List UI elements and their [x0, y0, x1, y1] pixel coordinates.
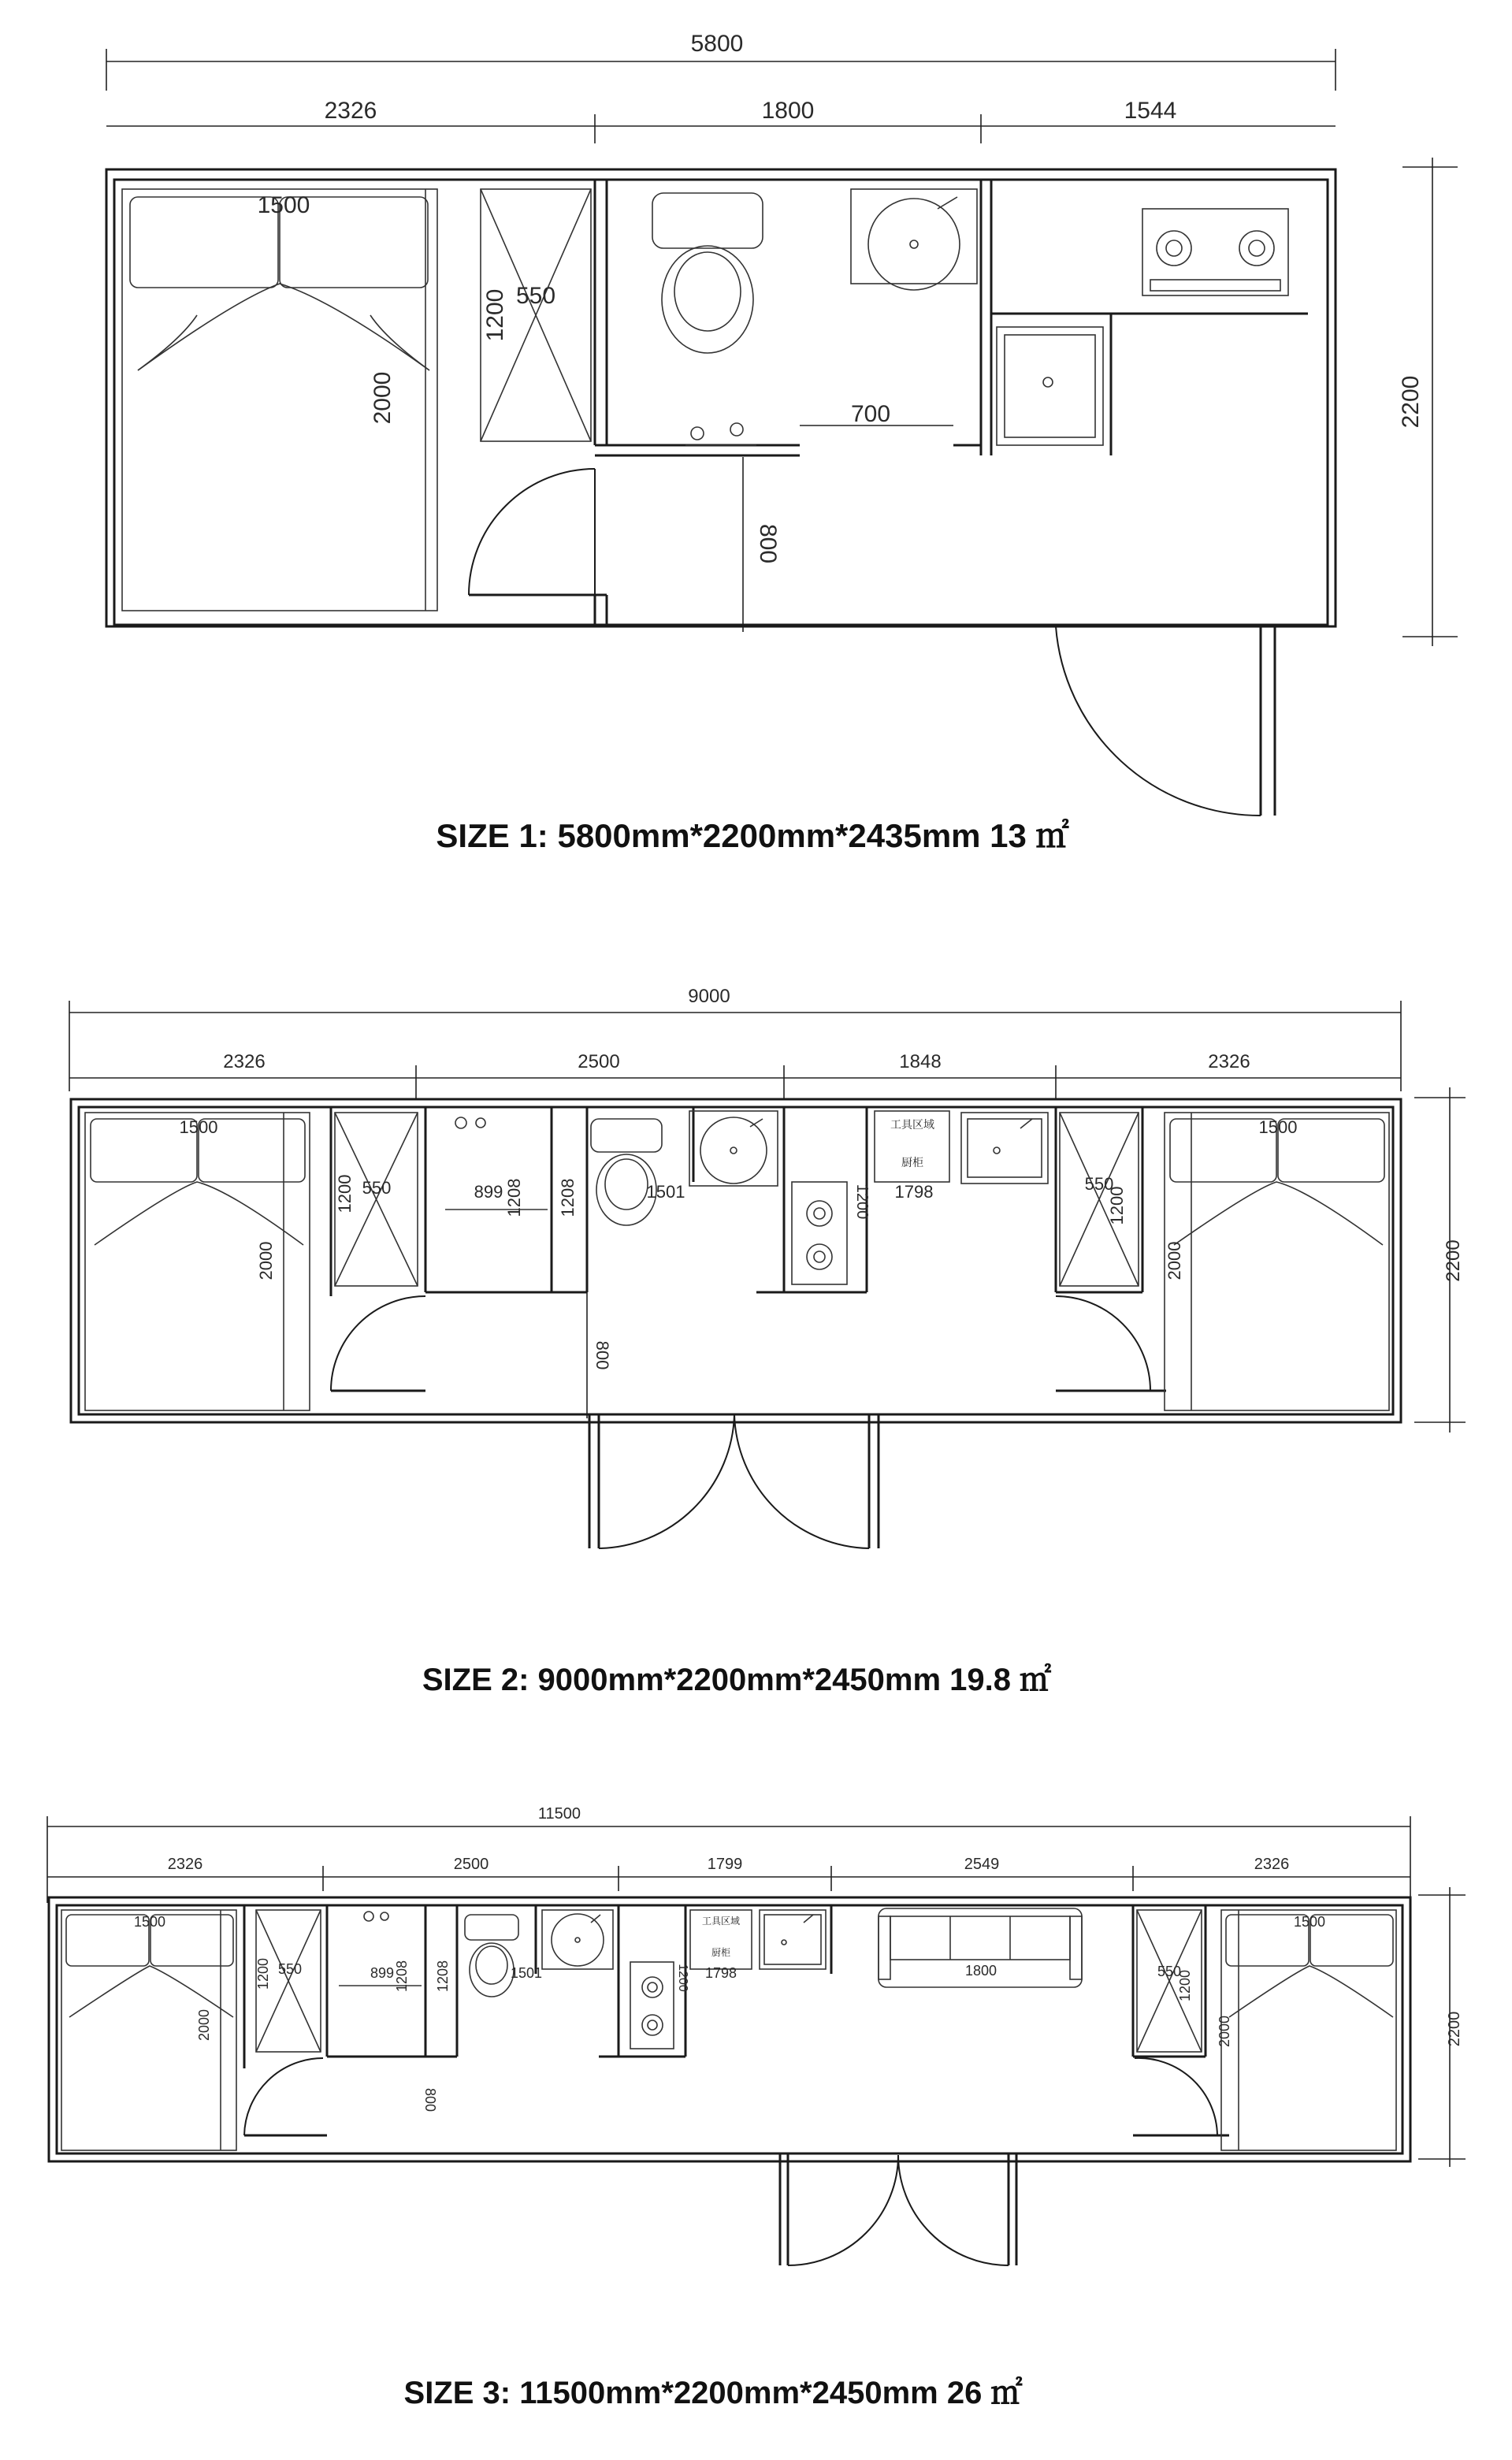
plan2-bath-width: 899: [474, 1182, 503, 1202]
plan2-shower-width-right: 550: [1084, 1174, 1114, 1194]
plan3-bed-width-left: 1500: [133, 1914, 166, 1930]
plan2-bed-left: [85, 1113, 310, 1410]
plan2-dim-1: 2326: [223, 1051, 266, 1072]
plan1-kitchen-sink: [997, 327, 1103, 445]
plan1-counter-width: 700: [850, 401, 891, 427]
plan1-caption: SIZE 1: 5800mm*2200mm*2435mm 13 ㎡: [436, 817, 1069, 854]
plan2-kitchen-sink: [961, 1113, 1048, 1184]
plan2-height: 2200: [1443, 1239, 1464, 1282]
plan3-dim-3: 1799: [707, 1856, 743, 1873]
plan2-walls: [71, 1099, 1401, 1548]
plan3-door-width: 800: [422, 2087, 438, 2113]
plan1-dim-bathroom: 1800: [761, 98, 815, 124]
plan3-kitchen-counter: 1798: [704, 1965, 737, 1981]
floor-plan-size-1: [106, 31, 1458, 854]
plan1-bed-width: 1500: [257, 192, 310, 218]
plan3-kitchen-sink: [760, 1910, 826, 1969]
plan3-dim-5: 2326: [1254, 1856, 1290, 1873]
plan3-shower-width-right: 550: [1157, 1964, 1182, 1979]
plan1-doors: [469, 469, 1261, 816]
plan2-bed-length-right: 2000: [1165, 1241, 1184, 1280]
plan1-shower-width: 550: [515, 283, 556, 309]
plan2-kitchen-counter: 1798: [894, 1182, 934, 1202]
plan3-bed-length-left: 2000: [196, 2009, 212, 2042]
plan3-bath-width: 899: [370, 1965, 395, 1981]
plan1-shower-length: 1200: [482, 288, 508, 342]
plan3-height: 2200: [1446, 2011, 1463, 2047]
plan2-wall-1208-b: 1208: [558, 1178, 578, 1217]
plan2-stove-length: 1200: [853, 1184, 871, 1220]
plan3-toilet-room: 1501: [510, 1965, 543, 1981]
plan1-height: 2200: [1398, 375, 1424, 429]
plan3-cooktop: [630, 1962, 674, 2049]
plan1-bed-length: 2000: [370, 371, 396, 425]
plan3-dim-4: 2549: [964, 1856, 1000, 1873]
plan2-wall-1208-a: 1208: [504, 1178, 524, 1217]
plan2-shower-length-right: 1200: [1107, 1186, 1127, 1225]
plan3-stove-length: 1200: [676, 1964, 689, 1992]
plan2-shower-width-left: 550: [362, 1178, 392, 1198]
plan2-door-width: 800: [593, 1340, 612, 1370]
plan2-bed-width-right: 1500: [1258, 1117, 1298, 1137]
plan2-bed-width-left: 1500: [179, 1117, 218, 1137]
plan1-cooktop: [1142, 209, 1288, 295]
plan2-dim-2: 2500: [578, 1051, 620, 1072]
plan1-dim-bedroom: 2326: [324, 98, 377, 124]
plan1-door-width: 800: [755, 523, 781, 564]
floor-plan-size-2: [69, 986, 1466, 1697]
plan1-dimension-lines: [106, 49, 1458, 646]
plan2-kitchen-label-2: 厨柜: [901, 1157, 923, 1169]
plan3-dim-2: 2500: [453, 1856, 489, 1873]
plan1-walls: [106, 169, 1336, 816]
plan2-sink: [689, 1111, 778, 1186]
plan1-sink: [851, 189, 977, 290]
plan1-faucet-fixtures: [685, 423, 756, 445]
plan2-kitchen-label-1: 工具区域: [890, 1119, 934, 1132]
plan3-toilet: [465, 1915, 518, 1997]
plan3-total-length: 11500: [537, 1805, 581, 1823]
plan3-sink: [542, 1910, 613, 1969]
plan3-sofa-length: 1800: [964, 1963, 997, 1979]
plan3-caption: SIZE 3: 11500mm*2200mm*2450mm 26 ㎡: [403, 2376, 1023, 2410]
plan2-dim-3: 1848: [899, 1051, 942, 1072]
floor-plan-size-3: [47, 1805, 1466, 2410]
plan3-dimension-lines: [47, 1816, 1466, 2167]
plan2-toilet-room: 1501: [646, 1182, 685, 1202]
plan3-shower-length-left: 1200: [255, 1957, 271, 1990]
plan3-wall-1208-b: 1208: [435, 1960, 451, 1993]
plan1-toilet: [652, 193, 763, 353]
plan1-dim-kitchen: 1544: [1124, 98, 1177, 124]
plan3-shower-width-left: 550: [277, 1961, 303, 1977]
plan3-shower-length-right: 1200: [1177, 1969, 1193, 2002]
plan2-caption: SIZE 2: 9000mm*2200mm*2450mm 19.8 ㎡: [422, 1663, 1052, 1697]
plan3-kitchen-label-2: 厨柜: [711, 1947, 731, 1958]
plan2-cooktop: [792, 1182, 847, 1284]
plan2-bed-right: [1165, 1113, 1389, 1410]
plan2-shower-right: [1060, 1113, 1139, 1286]
plan2-toilet: [591, 1119, 662, 1225]
plan2-dimension-lines: [69, 1001, 1466, 1433]
plan2-total-length: 9000: [688, 986, 730, 1007]
plan2-shower-length-left: 1200: [335, 1174, 355, 1213]
plan3-bed-width-right: 1500: [1293, 1914, 1326, 1930]
plan1-total-length: 5800: [690, 31, 744, 57]
plan3-dim-1: 2326: [167, 1856, 203, 1873]
plan3-bed-right: [1221, 1910, 1396, 2150]
plan3-wall-1208-a: 1208: [394, 1960, 410, 1993]
plan2-dim-4: 2326: [1208, 1051, 1250, 1072]
plan2-bed-length-left: 2000: [256, 1241, 276, 1280]
plan3-bed-length-right: 2000: [1217, 2015, 1232, 2048]
plan3-kitchen-label-1: 工具区域: [701, 1916, 741, 1927]
